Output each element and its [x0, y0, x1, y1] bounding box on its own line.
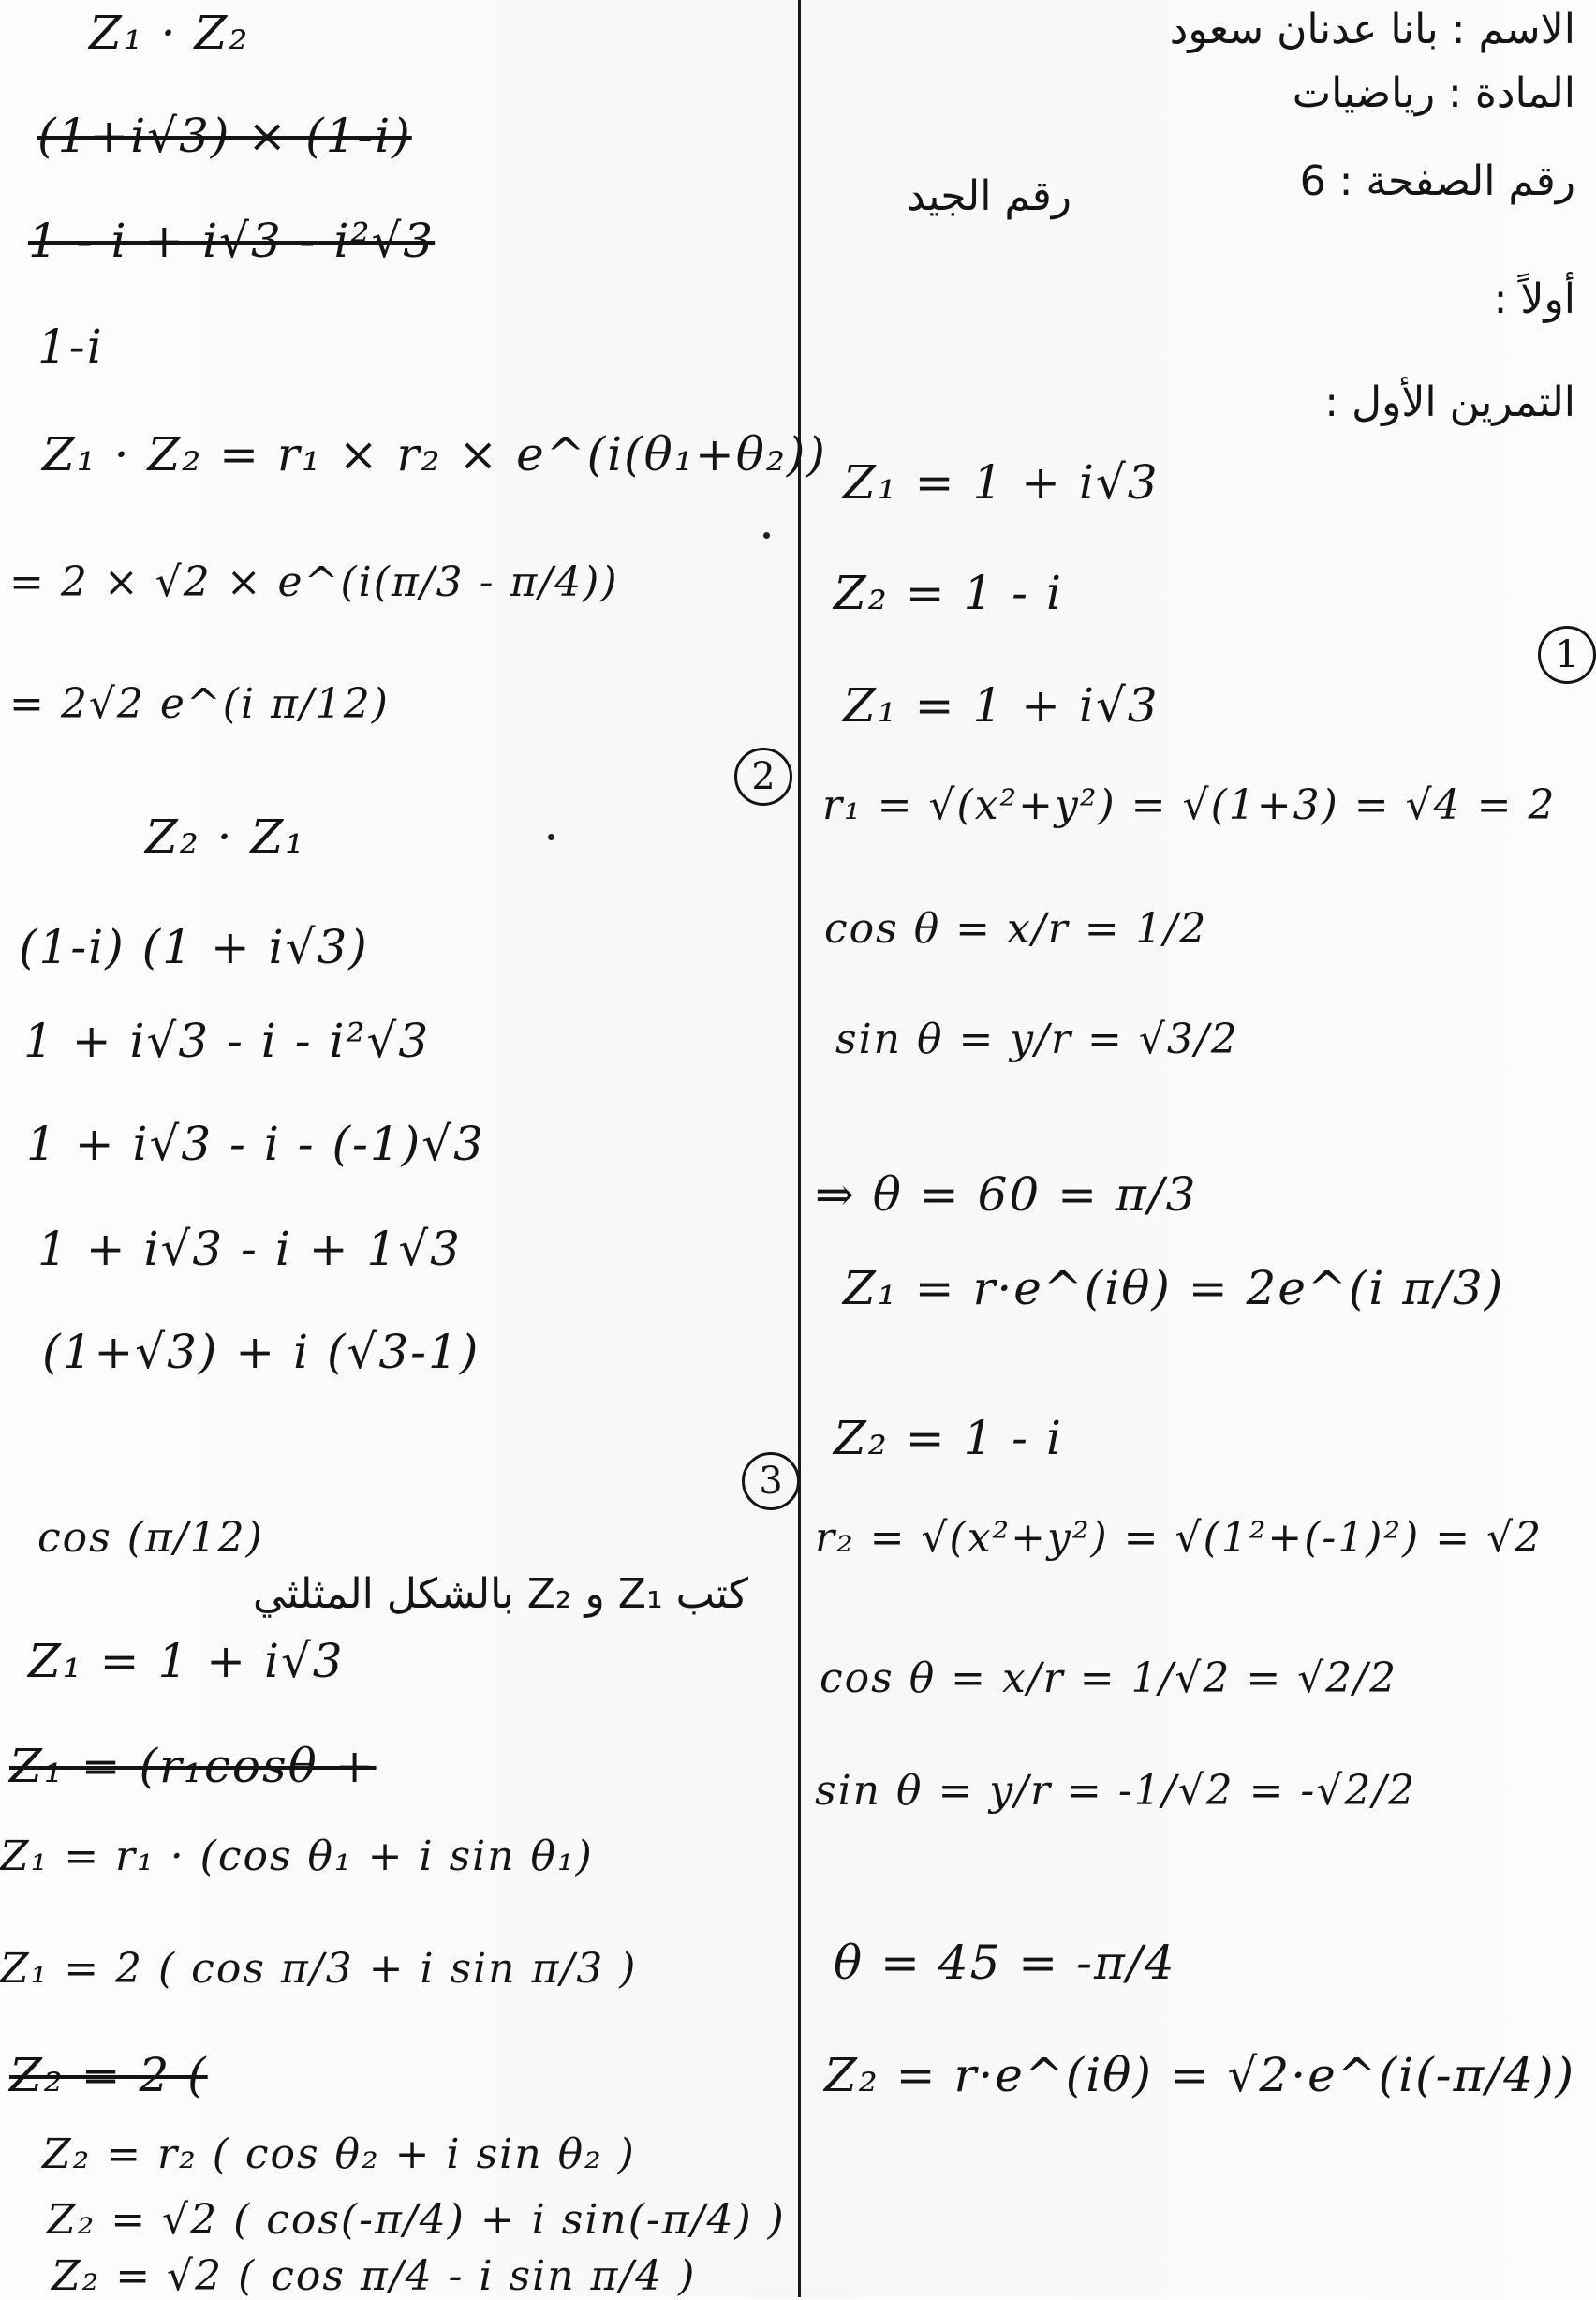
subject-label: المادة : رياضيات [1292, 69, 1575, 117]
lc-crossed-1: (1+i√3) × (1-i) [37, 109, 412, 163]
lc-line-15: Z₂ = √2 ( cos(-π/4) + i sin(-π/4) ) [47, 2196, 786, 2244]
lc-crossed-4: Z₂ = 2 ( [9, 2048, 208, 2102]
lc-line-16: Z₂ = √2 ( cos π/4 - i sin π/4 ) [52, 2252, 697, 2300]
lc-line-13: Z₁ = 2 ( cos π/3 + i sin π/3 ) [0, 1945, 638, 1993]
lc-line-9: (1+√3) + i (√3-1) [42, 1325, 480, 1379]
seat-number-label: رقم الجيد [907, 172, 1071, 220]
rc-line-9: Z₂ = 1 - i [834, 1411, 1063, 1465]
lc-line-6: 1 + i√3 - i - i²√3 [23, 1014, 431, 1068]
lc-line-11: Z₁ = 1 + i√3 [28, 1634, 345, 1688]
lc-arabic-note: كتب Z₁ و Z₂ بالشكل المثلثي [253, 1570, 748, 1618]
lc-line-8: 1 + i√3 - i + 1√3 [37, 1222, 462, 1276]
exercise-heading: التمرين الأول : [1324, 378, 1575, 426]
rc-line-11: cos θ = x/r = 1/√2 = √2/2 [820, 1655, 1398, 1702]
rc-line-10: r₂ = √(x²+y²) = √(1²+(-1)²) = √2 [815, 1514, 1544, 1562]
rc-line-12: sin θ = y/r = -1/√2 = -√2/2 [815, 1767, 1417, 1815]
pen-mark [548, 834, 554, 840]
page-number-label: رقم الصفحة : 6 [1299, 157, 1575, 205]
lc-product2-title: Z₂ · Z₁ [145, 809, 306, 864]
lc-line-1: 1-i [37, 319, 104, 374]
lc-line-10: cos (π/12) [37, 1514, 264, 1562]
rc-line-2: Z₂ = 1 - i [834, 566, 1063, 620]
question-marker-1: 1 [1538, 626, 1596, 684]
rc-line-3: Z₁ = 1 + i√3 [843, 678, 1160, 733]
pen-mark [763, 532, 770, 539]
rc-line-1: Z₁ = 1 + i√3 [843, 455, 1160, 510]
lc-line-4: = 2√2 e^(i π/12) [9, 680, 390, 728]
rc-line-8: Z₁ = r·e^(iθ) = 2e^(i π/3) [843, 1261, 1505, 1315]
section-heading: أولاً : [1493, 275, 1575, 323]
lc-line-12: Z₁ = r₁ · (cos θ₁ + i sin θ₁) [0, 1833, 594, 1880]
rc-line-5: cos θ = x/r = 1/2 [824, 905, 1208, 953]
lc-line-3: = 2 × √2 × e^(i(π/3 - π/4)) [9, 558, 619, 606]
question-marker-3: 3 [742, 1452, 800, 1510]
lc-line-7: 1 + i√3 - i - (-1)√3 [26, 1117, 485, 1171]
rc-line-4: r₁ = √(x²+y²) = √(1+3) = √4 = 2 [822, 781, 1557, 829]
question-marker-2: 2 [734, 748, 792, 806]
lc-line-2: Z₁ · Z₂ = r₁ × r₂ × e^(i(θ₁+θ₂)) [42, 427, 827, 482]
lc-product-title: Z₁ · Z₂ [89, 6, 250, 60]
rc-line-6: sin θ = y/r = √3/2 [835, 1016, 1239, 1063]
column-divider [798, 0, 801, 2297]
lc-crossed-2: 1 - i + i√3 - i²√3 [28, 214, 436, 268]
lc-crossed-3: Z₁ = (r₁cosθ + [9, 1739, 377, 1793]
rc-line-7: ⇒ θ = 60 = π/3 [815, 1167, 1198, 1222]
rc-line-13: θ = 45 = -π/4 [834, 1936, 1176, 1990]
rc-line-14: Z₂ = r·e^(iθ) = √2·e^(i(-π/4)) [824, 2048, 1576, 2102]
student-name: الاسم : بانا عدنان سعود [1169, 6, 1575, 53]
lc-line-5: (1-i) (1 + i√3) [19, 920, 369, 974]
lc-line-14: Z₂ = r₂ ( cos θ₂ + i sin θ₂ ) [42, 2130, 636, 2178]
